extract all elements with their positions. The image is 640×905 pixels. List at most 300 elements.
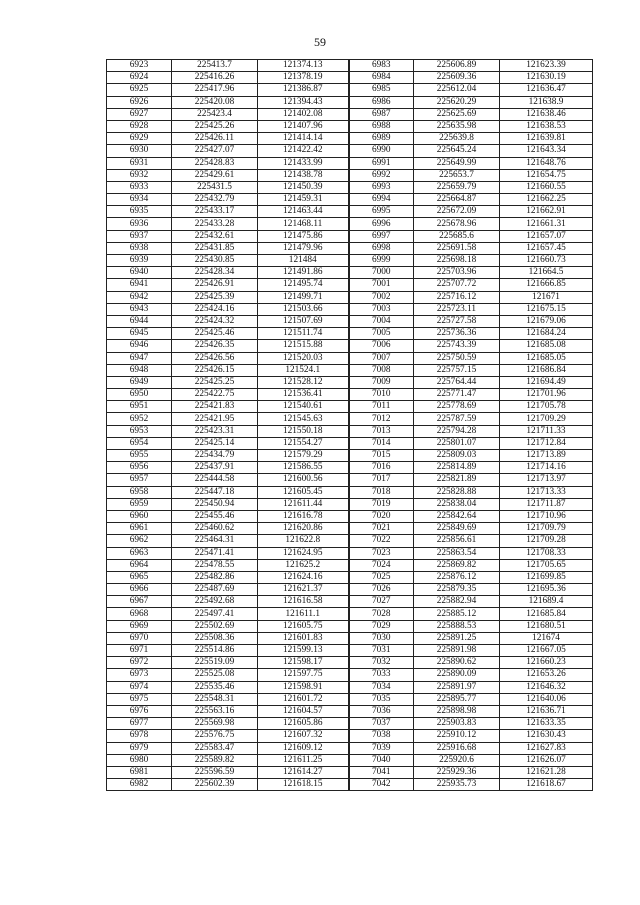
point-id-right-cell: 7005: [349, 328, 414, 340]
table-row: [107, 230, 593, 242]
point-id-right-cell: 7008: [349, 364, 414, 376]
y-coord-right-cell: 121680.51: [500, 620, 593, 632]
y-coord-right-cell: 121695.36: [500, 584, 593, 596]
point-id-right-cell: 7035: [349, 693, 414, 705]
point-id-right-cell: 6992: [349, 169, 414, 181]
y-coord-left-cell: 121438.78: [258, 169, 349, 181]
point-id-left-cell: 6965: [107, 571, 172, 583]
x-coord-left-cell: 225535.46: [172, 681, 258, 693]
point-id-right-cell: 6989: [349, 133, 414, 145]
table-row: [107, 498, 593, 510]
x-coord-right-cell: 225898.98: [414, 705, 500, 717]
y-coord-right-cell: 121711.33: [500, 425, 593, 437]
point-id-left-cell: 6946: [107, 340, 172, 352]
table-row: [107, 145, 593, 157]
point-id-right-cell: 6995: [349, 206, 414, 218]
y-coord-left-cell: 121554.27: [258, 437, 349, 449]
point-id-left-cell: 6924: [107, 72, 172, 84]
x-coord-right-cell: 225691.58: [414, 242, 500, 254]
y-coord-right-cell: 121713.97: [500, 474, 593, 486]
table-row: [107, 596, 593, 608]
point-id-right-cell: 7038: [349, 730, 414, 742]
y-coord-left-cell: 121378.19: [258, 72, 349, 84]
x-coord-left-cell: 225432.79: [172, 194, 258, 206]
y-coord-right-cell: 121618.67: [500, 779, 593, 791]
point-id-left-cell: 6966: [107, 584, 172, 596]
y-coord-left-cell: 121604.57: [258, 705, 349, 717]
y-coord-left-cell: 121511.74: [258, 328, 349, 340]
point-id-right-cell: 7032: [349, 657, 414, 669]
y-coord-right-cell: 121686.84: [500, 364, 593, 376]
point-id-right-cell: 7028: [349, 608, 414, 620]
x-coord-right-cell: 225653.7: [414, 169, 500, 181]
table-row: [107, 315, 593, 327]
point-id-left-cell: 6953: [107, 425, 172, 437]
x-coord-right-cell: 225771.47: [414, 389, 500, 401]
point-id-left-cell: 6928: [107, 120, 172, 132]
y-coord-left-cell: 121520.03: [258, 352, 349, 364]
x-coord-left-cell: 225482.86: [172, 571, 258, 583]
point-id-left-cell: 6943: [107, 303, 172, 315]
y-coord-left-cell: 121422.42: [258, 145, 349, 157]
y-coord-left-cell: 121475.86: [258, 230, 349, 242]
y-coord-right-cell: 121638.53: [500, 120, 593, 132]
table-row: [107, 120, 593, 132]
point-id-left-cell: 6952: [107, 413, 172, 425]
x-coord-left-cell: 225497.41: [172, 608, 258, 620]
x-coord-left-cell: 225583.47: [172, 742, 258, 754]
point-id-right-cell: 7006: [349, 340, 414, 352]
x-coord-left-cell: 225426.35: [172, 340, 258, 352]
x-coord-right-cell: 225809.03: [414, 450, 500, 462]
table-row: [107, 437, 593, 449]
x-coord-left-cell: 225428.34: [172, 267, 258, 279]
x-coord-left-cell: 225423.31: [172, 425, 258, 437]
point-id-right-cell: 7019: [349, 498, 414, 510]
y-coord-left-cell: 121479.96: [258, 242, 349, 254]
y-coord-left-cell: 121524.1: [258, 364, 349, 376]
x-coord-left-cell: 225431.5: [172, 181, 258, 193]
y-coord-left-cell: 121550.18: [258, 425, 349, 437]
y-coord-left-cell: 121597.75: [258, 669, 349, 681]
point-id-right-cell: 7041: [349, 766, 414, 778]
x-coord-left-cell: 225460.62: [172, 523, 258, 535]
x-coord-right-cell: 225736.36: [414, 328, 500, 340]
y-coord-right-cell: 121705.65: [500, 559, 593, 571]
x-coord-left-cell: 225426.15: [172, 364, 258, 376]
x-coord-left-cell: 225429.61: [172, 169, 258, 181]
point-id-left-cell: 6960: [107, 510, 172, 522]
x-coord-left-cell: 225421.95: [172, 413, 258, 425]
y-coord-right-cell: 121648.76: [500, 157, 593, 169]
x-coord-right-cell: 225757.15: [414, 364, 500, 376]
table-row: [107, 669, 593, 681]
table-row: [107, 645, 593, 657]
point-id-right-cell: 7012: [349, 413, 414, 425]
point-id-right-cell: 6987: [349, 108, 414, 120]
y-coord-left-cell: 121611.44: [258, 498, 349, 510]
y-coord-left-cell: 121601.72: [258, 693, 349, 705]
point-id-left-cell: 6926: [107, 96, 172, 108]
table-row: [107, 389, 593, 401]
point-id-left-cell: 6925: [107, 84, 172, 96]
table-row: [107, 401, 593, 413]
y-coord-right-cell: 121643.34: [500, 145, 593, 157]
y-coord-right-cell: 121679.06: [500, 315, 593, 327]
point-id-left-cell: 6981: [107, 766, 172, 778]
x-coord-right-cell: 225890.62: [414, 657, 500, 669]
y-coord-right-cell: 121699.85: [500, 571, 593, 583]
point-id-right-cell: 7034: [349, 681, 414, 693]
y-coord-left-cell: 121616.58: [258, 596, 349, 608]
y-coord-right-cell: 121638.46: [500, 108, 593, 120]
x-coord-right-cell: 225707.72: [414, 279, 500, 291]
point-id-left-cell: 6979: [107, 742, 172, 754]
table-row: [107, 413, 593, 425]
x-coord-right-cell: 225891.25: [414, 632, 500, 644]
point-id-right-cell: 7040: [349, 754, 414, 766]
y-coord-right-cell: 121675.15: [500, 303, 593, 315]
point-id-left-cell: 6934: [107, 194, 172, 206]
x-coord-left-cell: 225434.79: [172, 450, 258, 462]
x-coord-right-cell: 225828.88: [414, 486, 500, 498]
point-id-left-cell: 6945: [107, 328, 172, 340]
table-row: [107, 523, 593, 535]
point-id-right-cell: 6998: [349, 242, 414, 254]
point-id-right-cell: 6991: [349, 157, 414, 169]
point-id-right-cell: 7007: [349, 352, 414, 364]
y-coord-left-cell: 121491.86: [258, 267, 349, 279]
point-id-left-cell: 6976: [107, 705, 172, 717]
point-id-right-cell: 6990: [349, 145, 414, 157]
x-coord-left-cell: 225437.91: [172, 462, 258, 474]
point-id-right-cell: 7036: [349, 705, 414, 717]
x-coord-right-cell: 225727.58: [414, 315, 500, 327]
table-row: [107, 218, 593, 230]
x-coord-right-cell: 225842.64: [414, 510, 500, 522]
point-id-right-cell: 7000: [349, 267, 414, 279]
x-coord-left-cell: 225576.75: [172, 730, 258, 742]
point-id-left-cell: 6940: [107, 267, 172, 279]
table-row: [107, 608, 593, 620]
x-coord-left-cell: 225428.83: [172, 157, 258, 169]
y-coord-left-cell: 121507.69: [258, 315, 349, 327]
y-coord-right-cell: 121653.26: [500, 669, 593, 681]
table-row: [107, 657, 593, 669]
y-coord-left-cell: 121495.74: [258, 279, 349, 291]
x-coord-left-cell: 225430.85: [172, 255, 258, 267]
y-coord-left-cell: 121598.17: [258, 657, 349, 669]
point-id-left-cell: 6948: [107, 364, 172, 376]
point-id-right-cell: 7013: [349, 425, 414, 437]
point-id-right-cell: 6997: [349, 230, 414, 242]
x-coord-left-cell: 225502.69: [172, 620, 258, 632]
point-id-right-cell: 7002: [349, 291, 414, 303]
table-row: [107, 279, 593, 291]
y-coord-left-cell: 121611.25: [258, 754, 349, 766]
y-coord-right-cell: 121713.89: [500, 450, 593, 462]
y-coord-right-cell: 121646.32: [500, 681, 593, 693]
point-id-right-cell: 7029: [349, 620, 414, 632]
x-coord-left-cell: 225464.31: [172, 535, 258, 547]
x-coord-right-cell: 225794.28: [414, 425, 500, 437]
point-id-left-cell: 6962: [107, 535, 172, 547]
table-row: [107, 328, 593, 340]
y-coord-left-cell: 121468.11: [258, 218, 349, 230]
x-coord-right-cell: 225929.36: [414, 766, 500, 778]
point-id-left-cell: 6980: [107, 754, 172, 766]
table-row: [107, 133, 593, 145]
point-id-left-cell: 6923: [107, 60, 172, 72]
x-coord-left-cell: 225563.16: [172, 705, 258, 717]
table-row: [107, 255, 593, 267]
point-id-left-cell: 6949: [107, 376, 172, 388]
x-coord-left-cell: 225425.39: [172, 291, 258, 303]
x-coord-right-cell: 225612.04: [414, 84, 500, 96]
y-coord-right-cell: 121694.49: [500, 376, 593, 388]
x-coord-left-cell: 225433.17: [172, 206, 258, 218]
x-coord-left-cell: 225508.36: [172, 632, 258, 644]
point-id-left-cell: 6930: [107, 145, 172, 157]
y-coord-right-cell: 121662.91: [500, 206, 593, 218]
table-row: [107, 486, 593, 498]
x-coord-left-cell: 225478.55: [172, 559, 258, 571]
y-coord-left-cell: 121579.29: [258, 450, 349, 462]
table-row: [107, 742, 593, 754]
x-coord-right-cell: 225856.61: [414, 535, 500, 547]
y-coord-left-cell: 121484: [258, 255, 349, 267]
coordinates-table-body: [107, 60, 593, 791]
coordinates-table: [106, 59, 593, 791]
point-id-right-cell: 6988: [349, 120, 414, 132]
point-id-left-cell: 6970: [107, 632, 172, 644]
y-coord-left-cell: 121414.14: [258, 133, 349, 145]
x-coord-left-cell: 225426.56: [172, 352, 258, 364]
point-id-left-cell: 6954: [107, 437, 172, 449]
y-coord-right-cell: 121709.29: [500, 413, 593, 425]
y-coord-left-cell: 121600.56: [258, 474, 349, 486]
x-coord-right-cell: 225678.96: [414, 218, 500, 230]
x-coord-right-cell: 225787.59: [414, 413, 500, 425]
x-coord-left-cell: 225416.26: [172, 72, 258, 84]
point-id-left-cell: 6968: [107, 608, 172, 620]
y-coord-right-cell: 121660.55: [500, 181, 593, 193]
x-coord-left-cell: 225427.07: [172, 145, 258, 157]
point-id-right-cell: 7004: [349, 315, 414, 327]
point-id-left-cell: 6933: [107, 181, 172, 193]
point-id-left-cell: 6944: [107, 315, 172, 327]
point-id-right-cell: 7024: [349, 559, 414, 571]
x-coord-left-cell: 225519.09: [172, 657, 258, 669]
y-coord-left-cell: 121540.61: [258, 401, 349, 413]
y-coord-right-cell: 121710.96: [500, 510, 593, 522]
x-coord-right-cell: 225869.82: [414, 559, 500, 571]
y-coord-left-cell: 121402.08: [258, 108, 349, 120]
y-coord-left-cell: 121374.13: [258, 60, 349, 72]
x-coord-right-cell: 225649.99: [414, 157, 500, 169]
y-coord-right-cell: 121711.87: [500, 498, 593, 510]
table-row: [107, 620, 593, 632]
x-coord-left-cell: 225425.46: [172, 328, 258, 340]
y-coord-left-cell: 121536.41: [258, 389, 349, 401]
point-id-left-cell: 6958: [107, 486, 172, 498]
point-id-right-cell: 6994: [349, 194, 414, 206]
y-coord-right-cell: 121636.71: [500, 705, 593, 717]
table-row: [107, 462, 593, 474]
y-coord-right-cell: 121654.75: [500, 169, 593, 181]
y-coord-right-cell: 121685.05: [500, 352, 593, 364]
point-id-left-cell: 6964: [107, 559, 172, 571]
y-coord-left-cell: 121605.75: [258, 620, 349, 632]
x-coord-left-cell: 225425.14: [172, 437, 258, 449]
point-id-left-cell: 6963: [107, 547, 172, 559]
point-id-left-cell: 6939: [107, 255, 172, 267]
table-row: [107, 340, 593, 352]
x-coord-right-cell: 225888.53: [414, 620, 500, 632]
y-coord-right-cell: 121685.08: [500, 340, 593, 352]
x-coord-right-cell: 225801.07: [414, 437, 500, 449]
point-id-left-cell: 6941: [107, 279, 172, 291]
x-coord-right-cell: 225703.96: [414, 267, 500, 279]
y-coord-right-cell: 121661.31: [500, 218, 593, 230]
table-row: [107, 705, 593, 717]
x-coord-left-cell: 225569.98: [172, 718, 258, 730]
x-coord-right-cell: 225609.36: [414, 72, 500, 84]
table-row: [107, 376, 593, 388]
x-coord-left-cell: 225421.83: [172, 401, 258, 413]
x-coord-left-cell: 225492.68: [172, 596, 258, 608]
y-coord-left-cell: 121611.1: [258, 608, 349, 620]
y-coord-right-cell: 121671: [500, 291, 593, 303]
y-coord-left-cell: 121386.87: [258, 84, 349, 96]
y-coord-left-cell: 121459.31: [258, 194, 349, 206]
y-coord-right-cell: 121660.73: [500, 255, 593, 267]
x-coord-right-cell: 225920.6: [414, 754, 500, 766]
y-coord-right-cell: 121621.28: [500, 766, 593, 778]
x-coord-right-cell: 225890.09: [414, 669, 500, 681]
point-id-right-cell: 6999: [349, 255, 414, 267]
y-coord-left-cell: 121622.8: [258, 535, 349, 547]
table-row: [107, 632, 593, 644]
y-coord-right-cell: 121626.07: [500, 754, 593, 766]
y-coord-right-cell: 121638.9: [500, 96, 593, 108]
point-id-right-cell: 7025: [349, 571, 414, 583]
table-row: [107, 96, 593, 108]
x-coord-left-cell: 225426.91: [172, 279, 258, 291]
x-coord-right-cell: 225916.68: [414, 742, 500, 754]
table-row: [107, 510, 593, 522]
x-coord-right-cell: 225879.35: [414, 584, 500, 596]
y-coord-right-cell: 121689.4: [500, 596, 593, 608]
point-id-right-cell: 7010: [349, 389, 414, 401]
point-id-left-cell: 6961: [107, 523, 172, 535]
point-id-left-cell: 6931: [107, 157, 172, 169]
x-coord-right-cell: 225620.29: [414, 96, 500, 108]
y-coord-right-cell: 121630.19: [500, 72, 593, 84]
x-coord-left-cell: 225602.39: [172, 779, 258, 791]
point-id-left-cell: 6975: [107, 693, 172, 705]
y-coord-right-cell: 121714.16: [500, 462, 593, 474]
table-row: [107, 754, 593, 766]
point-id-right-cell: 6985: [349, 84, 414, 96]
y-coord-left-cell: 121598.91: [258, 681, 349, 693]
point-id-right-cell: 7026: [349, 584, 414, 596]
y-coord-right-cell: 121705.78: [500, 401, 593, 413]
point-id-right-cell: 7037: [349, 718, 414, 730]
y-coord-left-cell: 121599.13: [258, 645, 349, 657]
y-coord-right-cell: 121627.83: [500, 742, 593, 754]
x-coord-right-cell: 225876.12: [414, 571, 500, 583]
point-id-left-cell: 6927: [107, 108, 172, 120]
y-coord-right-cell: 121657.45: [500, 242, 593, 254]
x-coord-left-cell: 225596.59: [172, 766, 258, 778]
point-id-left-cell: 6969: [107, 620, 172, 632]
y-coord-right-cell: 121666.85: [500, 279, 593, 291]
y-coord-left-cell: 121407.96: [258, 120, 349, 132]
x-coord-right-cell: 225645.24: [414, 145, 500, 157]
x-coord-right-cell: 225716.12: [414, 291, 500, 303]
y-coord-right-cell: 121630.43: [500, 730, 593, 742]
table-row: [107, 766, 593, 778]
point-id-right-cell: 7021: [349, 523, 414, 535]
x-coord-left-cell: 225455.46: [172, 510, 258, 522]
table-row: [107, 547, 593, 559]
point-id-left-cell: 6937: [107, 230, 172, 242]
page-number: 59: [314, 35, 326, 49]
x-coord-left-cell: 225525.08: [172, 669, 258, 681]
table-row: [107, 352, 593, 364]
x-coord-right-cell: 225672.09: [414, 206, 500, 218]
point-id-left-cell: 6935: [107, 206, 172, 218]
x-coord-left-cell: 225420.08: [172, 96, 258, 108]
table-row: [107, 718, 593, 730]
y-coord-left-cell: 121621.37: [258, 584, 349, 596]
y-coord-left-cell: 121607.32: [258, 730, 349, 742]
y-coord-right-cell: 121662.25: [500, 194, 593, 206]
y-coord-right-cell: 121636.47: [500, 84, 593, 96]
table-row: [107, 157, 593, 169]
table-row: [107, 584, 593, 596]
y-coord-right-cell: 121667.05: [500, 645, 593, 657]
table-row: [107, 242, 593, 254]
point-id-left-cell: 6932: [107, 169, 172, 181]
y-coord-left-cell: 121601.83: [258, 632, 349, 644]
table-row: [107, 267, 593, 279]
y-coord-right-cell: 121664.5: [500, 267, 593, 279]
table-row: [107, 681, 593, 693]
table-row: [107, 425, 593, 437]
table-row: [107, 779, 593, 791]
x-coord-right-cell: 225863.54: [414, 547, 500, 559]
y-coord-right-cell: 121685.84: [500, 608, 593, 620]
x-coord-right-cell: 225635.98: [414, 120, 500, 132]
point-id-left-cell: 6967: [107, 596, 172, 608]
point-id-right-cell: 7015: [349, 450, 414, 462]
x-coord-left-cell: 225589.82: [172, 754, 258, 766]
point-id-left-cell: 6929: [107, 133, 172, 145]
x-coord-left-cell: 225447.18: [172, 486, 258, 498]
x-coord-right-cell: 225891.97: [414, 681, 500, 693]
table-row: [107, 72, 593, 84]
x-coord-right-cell: 225885.12: [414, 608, 500, 620]
point-id-right-cell: 7022: [349, 535, 414, 547]
table-row: [107, 60, 593, 72]
point-id-left-cell: 6973: [107, 669, 172, 681]
x-coord-right-cell: 225764.44: [414, 376, 500, 388]
x-coord-left-cell: 225424.16: [172, 303, 258, 315]
point-id-right-cell: 7003: [349, 303, 414, 315]
x-coord-right-cell: 225838.04: [414, 498, 500, 510]
